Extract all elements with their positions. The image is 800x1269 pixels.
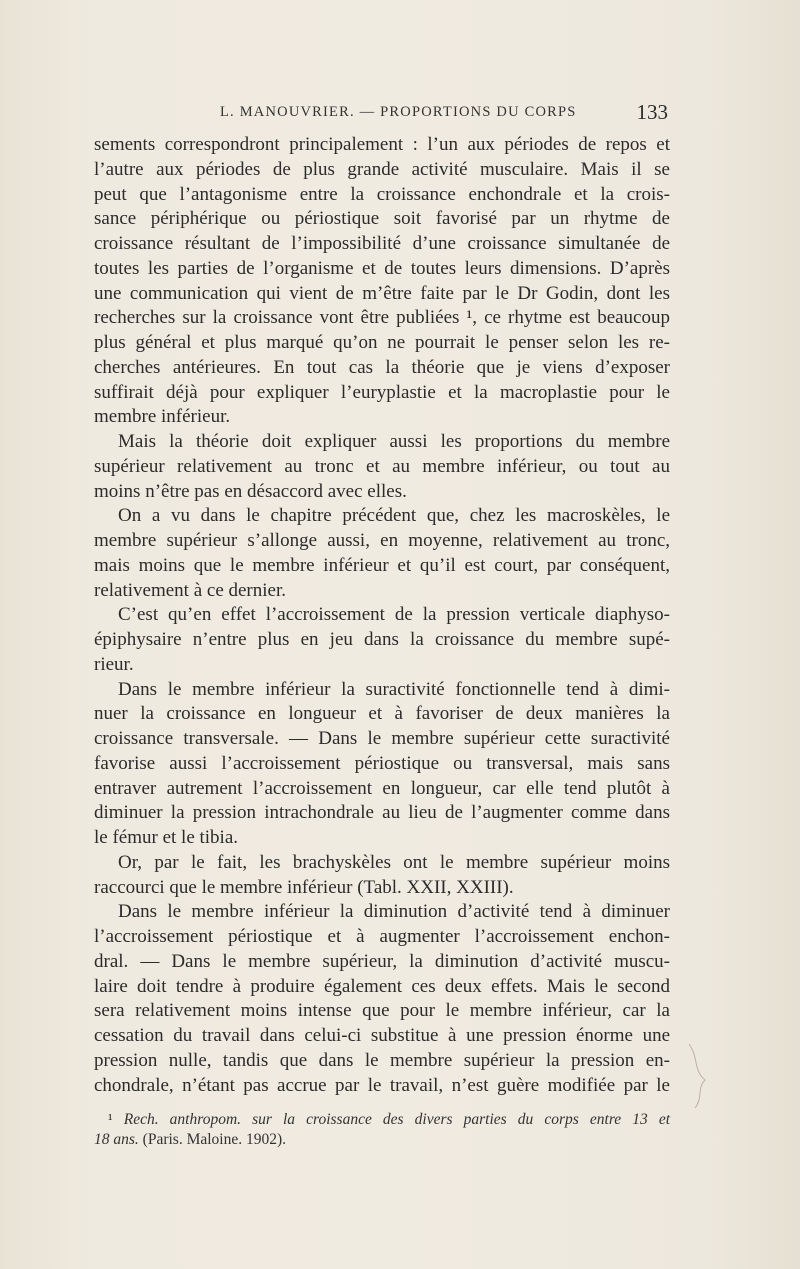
text-line: laire doit tendre à produire également ces deux effets. Mais le second — [94, 975, 670, 997]
margin-pencil-mark — [683, 1040, 713, 1110]
running-title: L. MANOUVRIER. — PROPORTIONS DU CORPS — [220, 104, 577, 120]
text-line: On a vu dans le chapitre précédent que, chez les macroskèles, le — [118, 505, 670, 527]
text-line: suffirait déjà pour expliquer l’euryplastie et la macroplastie pour le — [94, 381, 670, 403]
text-line: diminuer la pression intrachondrale au lieu de l’augmenter comme dans — [94, 802, 670, 824]
text-line: Or, par le fait, les brachyskèles ont le membre supérieur moins — [118, 851, 670, 873]
text-line: rieur. — [94, 653, 134, 675]
text-line: croissance résultant de l’impossibilité d’une croissance simultanée de — [94, 233, 670, 254]
text-line: favorise aussi l’accroissement périostique ou transversal, mais sans — [94, 752, 670, 774]
text-line: cessation du travail dans celui-ci substitue à une pression énorme une — [94, 1025, 670, 1046]
text-line: chondrale, n’étant pas accrue par le travail, n’est guère modifiée par le — [94, 1074, 670, 1096]
text-line: membre supérieur s’allonge aussi, en moyenne, relativement au tronc, — [94, 530, 670, 551]
text-line: Mais la théorie doit expliquer aussi les proportions du membre — [118, 431, 670, 452]
text-line: supérieur relativement au tronc et au membre inférieur, ou tout au — [94, 455, 670, 477]
page-number: 133 — [636, 100, 668, 124]
text-line: une communication qui vient de m’être faite par le Dr Godin, dont les — [94, 282, 670, 304]
text-line: croissance transversale. — Dans le membre supérieur cette suractivité — [94, 728, 670, 749]
footnote — [94, 1110, 670, 1150]
text-line: recherches sur la croissance vont être publiées ¹, ce rhytme est beaucoup — [94, 307, 670, 329]
text-line: mais moins que le membre inférieur et qu’il est court, par conséquent, — [94, 554, 670, 576]
footnote-ages: 18 ans. — [94, 1131, 139, 1148]
text-line: peut que l’antagonisme entre la croissance enchondrale et la crois- — [94, 183, 670, 205]
text-line: le fémur et le tibia. — [94, 827, 239, 848]
text-line: sera relativement moins intense que pour le membre inférieur, car la — [94, 1000, 670, 1022]
text-line: sance périphérique ou périostique soit favorisé par un rhytme de — [94, 208, 670, 230]
footnote-publisher: (Paris. Maloine. 1902). — [142, 1131, 287, 1148]
text-line: Dans le membre inférieur la diminution d’activité tend à diminuer — [118, 901, 670, 923]
text-line: C’est qu’en effet l’accroissement de la pression verticale diaphyso- — [118, 604, 670, 626]
text-line: relativement à ce dernier. — [94, 579, 287, 601]
text-line: toutes les parties de l’organisme et de toutes leurs dimensions. D’après — [94, 257, 670, 279]
footnote-line — [94, 1130, 670, 1150]
text-line: nuer la croissance en longueur et à favoriser de deux manières la — [94, 703, 670, 725]
footnote-marker: ¹ — [108, 1111, 113, 1128]
text-line: épiphysaire n’entre plus en jeu dans la croissance du membre supé- — [94, 629, 670, 650]
footnote-line — [94, 1110, 670, 1130]
text-line: dral. — Dans le membre supérieur, la diminution d’activité muscu- — [94, 950, 670, 972]
footnote-citation: Rech. anthropom. sur la croissance des divers parties du corps entre 13 et — [123, 1111, 671, 1128]
body-text — [94, 133, 670, 1098]
text-line: membre inférieur. — [94, 406, 231, 428]
page-header — [94, 100, 670, 126]
text-line: Dans le membre inférieur la suractivité fonctionnelle tend à dimi- — [118, 678, 670, 700]
text-line: raccourci que le membre inférieur (Tabl. XXII, XXIII). — [94, 876, 514, 898]
text-line: plus général et plus marqué qu’on ne pourrait le penser selon les re- — [94, 332, 670, 353]
text-line: l’accroissement périostique et à augmenter l’accroissement enchon- — [94, 926, 670, 947]
text-line: sements correspondront principalement : l’un aux périodes de repos et — [94, 134, 670, 155]
text-line: l’autre aux périodes de plus grande activité musculaire. Mais il se — [94, 158, 670, 180]
text-line: entraver autrement l’accroissement en longueur, car elle tend plutôt à — [94, 777, 670, 799]
text-line: moins n’être pas en désaccord avec elles. — [94, 480, 407, 502]
text-line: pression nulle, tandis que dans le membre supérieur la pression en- — [94, 1049, 670, 1071]
text-line: cherches antérieures. En tout cas la théorie que je viens d’exposer — [94, 356, 670, 378]
